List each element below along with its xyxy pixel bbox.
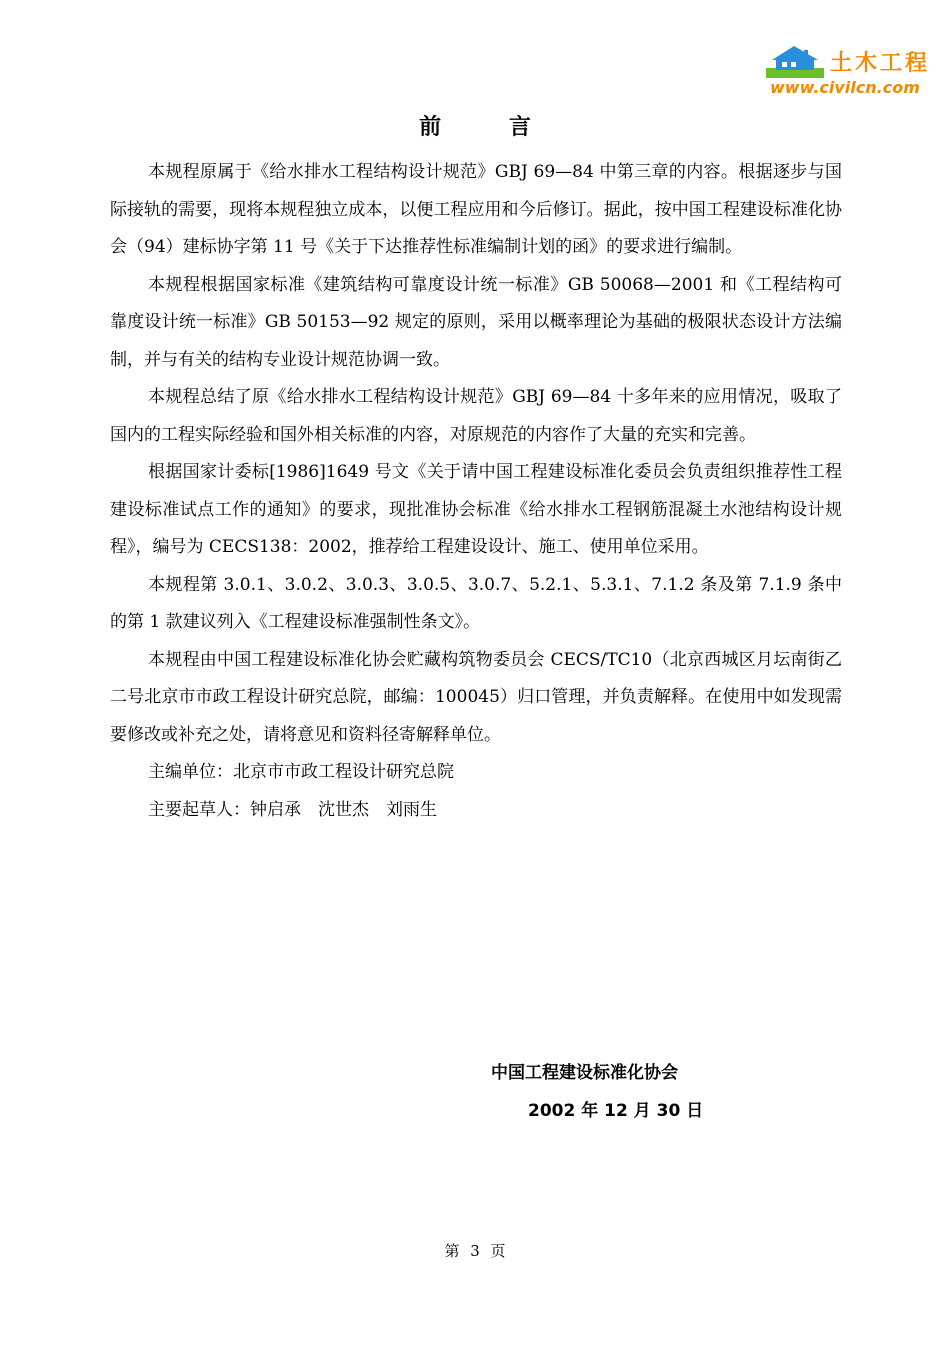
paragraph: 本规程根据国家标准《建筑结构可靠度设计统一标准》GB 50068—2001 和《工程结构可靠度设计统一标准》GB 50153—92 规定的原则，采用以概率理论为基础的极限状态设计方法编制，并与有关的结构专业设计规范协调一致。 xyxy=(110,274,842,370)
paragraph: 根据国家计委标[1986]1649 号文《关于请中国工程建设标准化委员会负责组织推荐性工程建设标准试点工作的通知》的要求，现批准协会标准《给水排水工程钢筋混凝土水池结构设计规程》，编号为 CECS138：2002，推荐给工程建设设计、施工、使用单位采用。 xyxy=(110,462,842,557)
paragraph: 本规程原属于《给水排水工程结构设计规范》GBJ 69—84 中第三章的内容。根据逐步与国际接轨的需要，现将本规程独立成本，以便工程应用和今后修订。据此，按中国工程建设标准化协会（94）建标协字第 11 号《关于下达推荐性标准编制计划的函》的要求进行编制。 xyxy=(110,162,842,257)
preface-body xyxy=(110,154,842,829)
logo-text: 土木工程 xyxy=(830,51,931,76)
logo-url[interactable]: www.civilcn.com xyxy=(770,78,920,97)
paragraph: 本规程由中国工程建设标准化协会贮藏构筑物委员会 CECS/TC10（北京西城区月坛南街乙二号北京市市政工程设计研究总院，邮编：100045）归口管理，并负责解释。在使用中如发现需要修改或补充之处，请将意见和资料径寄解释单位。 xyxy=(110,649,842,745)
paragraph: 本规程总结了原《给水排水工程结构设计规范》GBJ 69—84 十多年来的应用情况，吸取了国内的工程实际经验和国外相关标准的内容，对原规范的内容作了大量的充实和完善。 xyxy=(110,387,842,445)
page-title: 前 言 xyxy=(419,115,561,140)
chief-editor-unit: 主编单位：北京市市政工程设计研究总院 xyxy=(148,762,454,782)
signature-date: 2002 年 12 月 30 日 xyxy=(528,1101,704,1121)
main-drafters: 主要起草人：钟启承 沈世杰 刘雨生 xyxy=(148,799,437,820)
page-number: 第 3 页 xyxy=(444,1242,506,1260)
house-logo-icon xyxy=(764,42,826,82)
paragraph: 本规程第 3.0.1、3.0.2、3.0.3、3.0.5、3.0.7、5.2.1、5.3.1、7.1.2 条及第 7.1.9 条中的第 1 款建议列入《工程建设标准强制性条文》。 xyxy=(110,574,842,632)
site-logo xyxy=(764,40,944,104)
signature-org: 中国工程建设标准化协会 xyxy=(491,1063,678,1083)
